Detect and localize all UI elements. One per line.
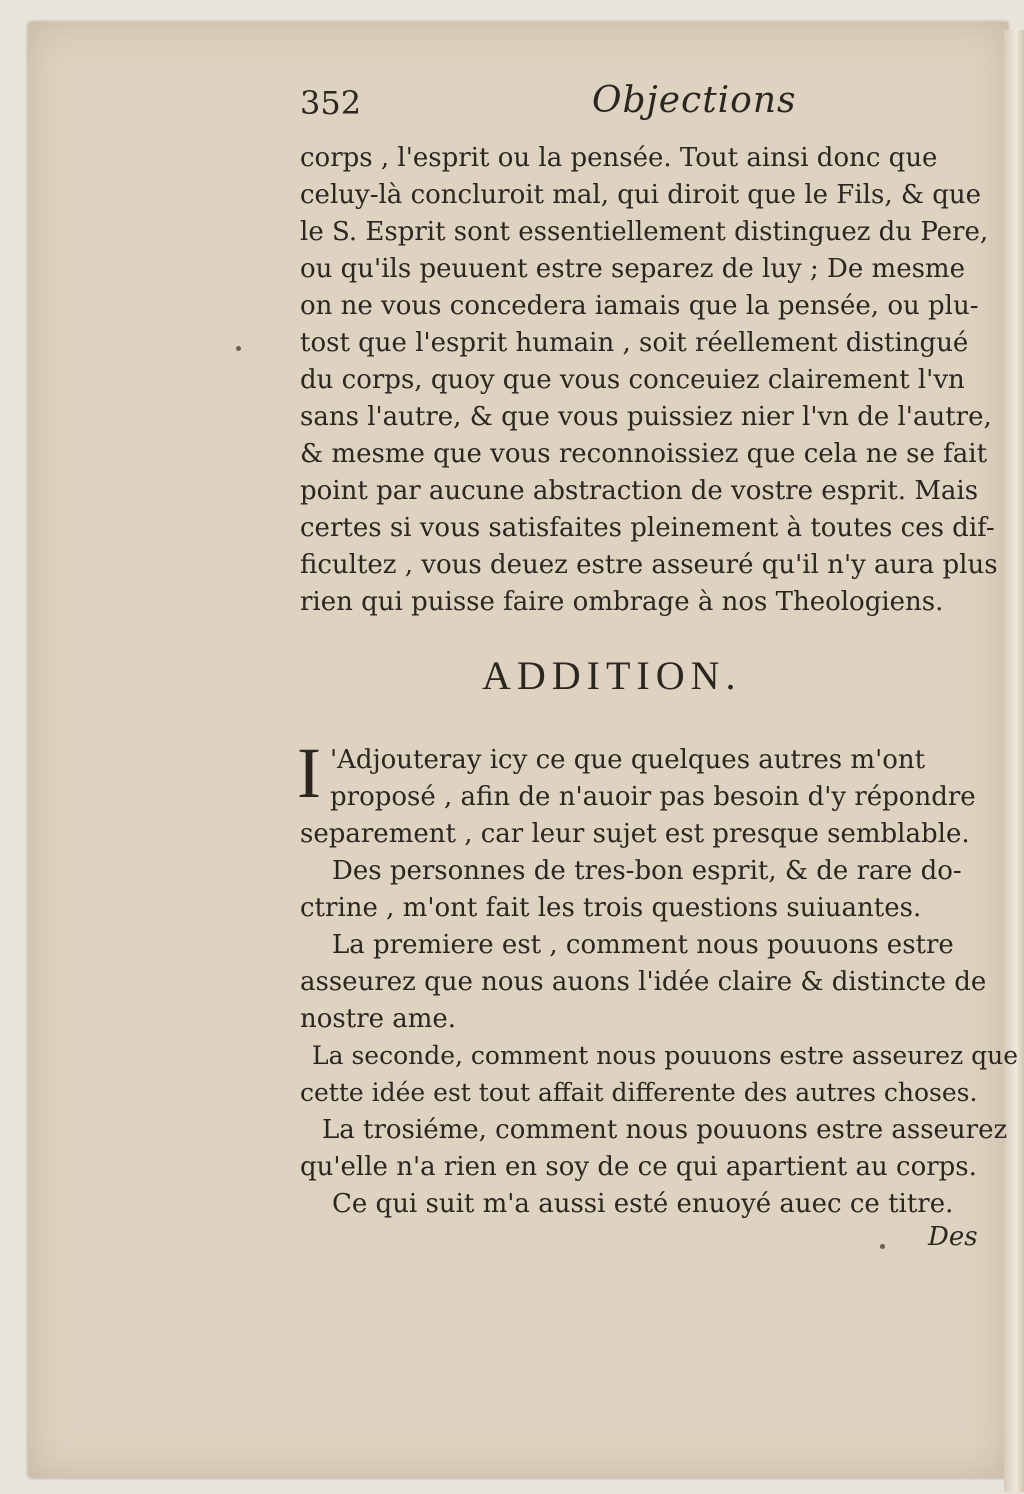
text-line: sans l'autre, & que vous puissiez nier l'vn de l'autre, [300,402,992,432]
section-heading: ADDITION. [482,653,742,698]
text-line: 'Adjouteray icy ce que quelques autres m'ont [330,745,926,775]
text-line: Ce qui suit m'a aussi esté enuoyé auec ce titre. [332,1189,954,1219]
text-line: La premiere est , comment nous pouuons estre [332,930,954,960]
text-line: cette idée est tout affait differente des autres choses. [300,1078,978,1107]
running-title: Objections [592,80,797,121]
ink-speck [880,1244,885,1249]
text-line: ficultez , vous deuez estre asseuré qu'il n'y aura plus [300,550,998,580]
text-line: du corps, quoy que vous conceuiez clairement l'vn [300,365,965,395]
text-line: asseurez que nous auons l'idée claire & distincte de [300,967,987,997]
text-line: Des personnes de tres-bon esprit, & de rare do- [332,856,962,886]
text-line: qu'elle n'a rien en soy de ce qui apartient au corps. [300,1152,977,1182]
text-line: certes si vous satisfaites pleinement à toutes ces dif- [300,513,995,543]
text-line: celuy-là concluroit mal, qui diroit que le Fils, & que [300,180,982,210]
text-line: ou qu'ils peuuent estre separez de luy ; De mesme [300,254,965,284]
text-line: point par aucune abstraction de vostre esprit. Mais [300,476,979,506]
page-number: 352 [300,84,362,122]
catchword: Des [928,1222,978,1252]
text-line: corps , l'esprit ou la pensée. Tout ainsi donc que [300,143,938,173]
text-line: rien qui puisse faire ombrage à nos Theologiens. [300,587,944,617]
text-line: La trosiéme, comment nous pouuons estre asseurez [322,1115,1008,1145]
text-line: tost que l'esprit humain , soit réellement distingué [300,328,969,358]
text-line: & mesme que vous reconnoissiez que cela ne se fait [300,439,988,469]
page-edge [1004,30,1024,1492]
text-line: nostre ame. [300,1004,457,1034]
text-line: ctrine , m'ont fait les trois questions suiuantes. [300,893,922,923]
ink-speck [236,346,241,351]
text-line: on ne vous concedera iamais que la pensée, ou plu- [300,291,979,321]
text-line: le S. Esprit sont essentiellement distinguez du Pere, [300,217,989,247]
drop-cap: I [297,733,321,813]
text-line: separement , car leur sujet est presque semblable. [300,819,970,849]
text-line: La seconde, comment nous pouuons estre asseurez que [312,1041,1019,1070]
text-line: proposé , afin de n'auoir pas besoin d'y répondre [330,782,976,812]
